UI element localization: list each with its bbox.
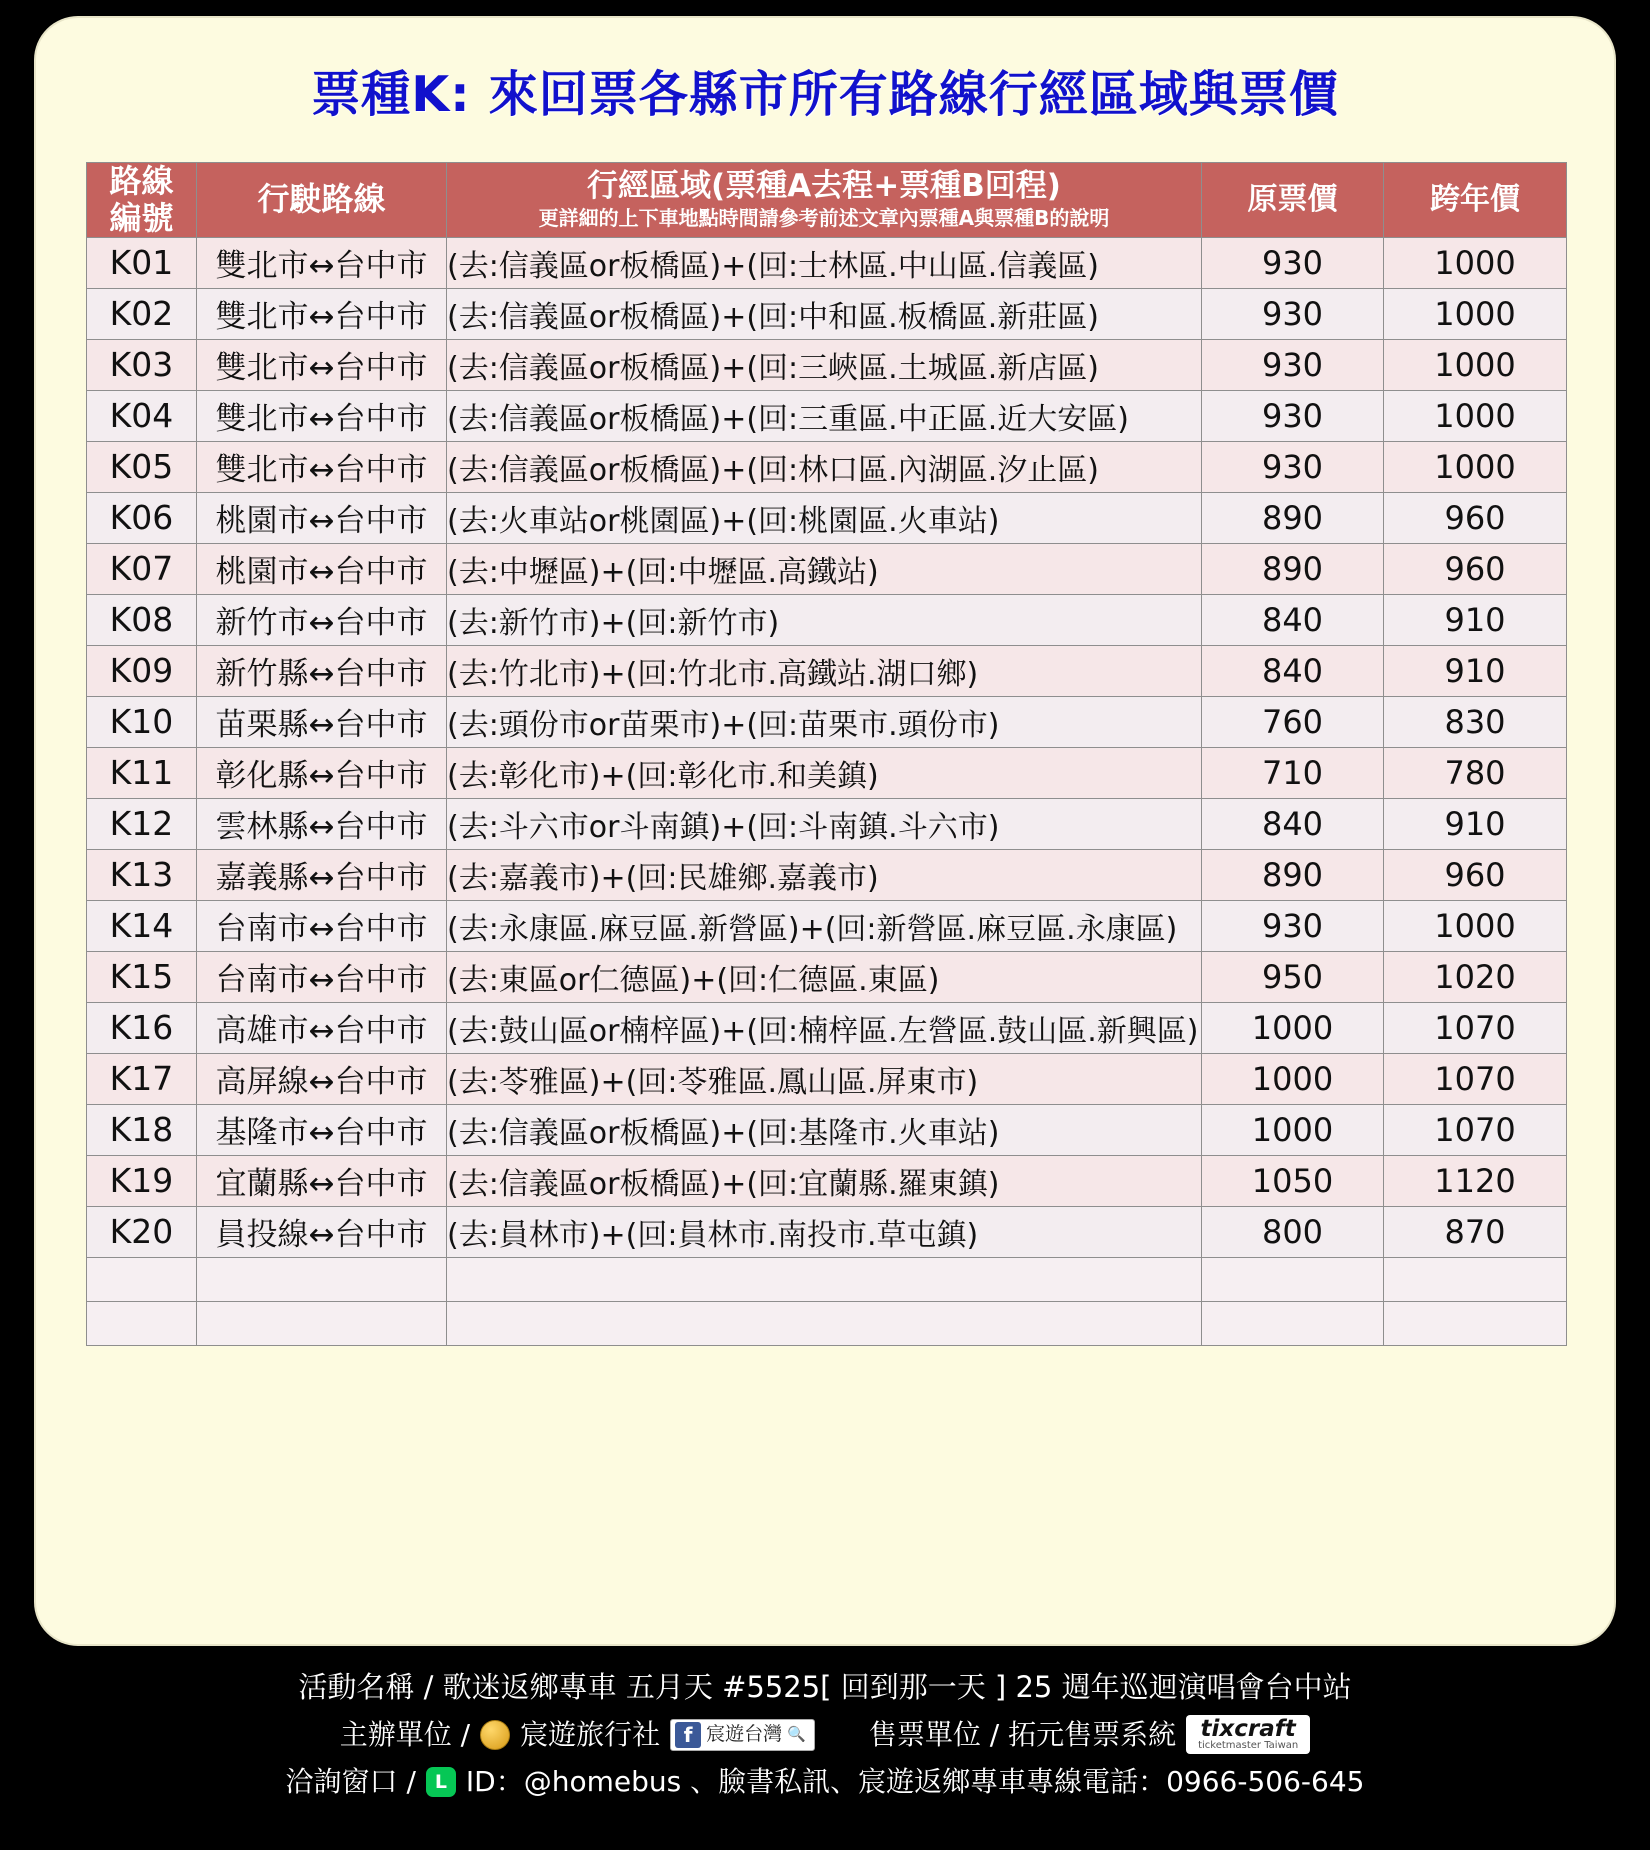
cell-area: (去:中壢區)+(回:中壢區.高鐵站) <box>447 543 1202 594</box>
column-header-area <box>447 163 1202 238</box>
cell-newyear-price: 1070 <box>1384 1104 1567 1155</box>
cell-price: 710 <box>1202 747 1384 798</box>
cell-newyear-price: 910 <box>1384 594 1567 645</box>
cell-route: 桃園市↔台中市 <box>197 492 447 543</box>
cell-price: 840 <box>1202 645 1384 696</box>
cell-route-code: K13 <box>87 849 197 900</box>
footer-contact-value: ID：@homebus 、臉書私訊、宸遊返鄉專車專線電話：0966-506-645 <box>465 1765 1365 1798</box>
cell-area: (去:頭份市or苗栗市)+(回:苗栗市.頭份市) <box>447 696 1202 747</box>
cell-area: (去:火車站or桃園區)+(回:桃園區.火車站) <box>447 492 1202 543</box>
cell-route: 新竹市↔台中市 <box>197 594 447 645</box>
cell-route: 雙北市↔台中市 <box>197 339 447 390</box>
page-title: 票種K: 來回票各縣市所有路線行經區域與票價 <box>311 66 1339 123</box>
cell-empty <box>447 1301 1202 1345</box>
cell-price: 930 <box>1202 339 1384 390</box>
table-row <box>87 1002 1567 1053</box>
cell-route: 彰化縣↔台中市 <box>197 747 447 798</box>
cell-empty <box>1202 1301 1384 1345</box>
cell-route: 雙北市↔台中市 <box>197 441 447 492</box>
tixcraft-brand: tixcraft <box>1200 1716 1296 1742</box>
table-row <box>87 645 1567 696</box>
footer-contact-line <box>0 1767 1650 1797</box>
footer-organizer-line <box>0 1715 1650 1754</box>
cell-area: (去:信義區or板橋區)+(回:宜蘭縣.羅東鎮) <box>447 1155 1202 1206</box>
cell-route-code: K04 <box>87 390 197 441</box>
column-header-route: 行駛路線 <box>197 163 447 238</box>
cell-newyear-price: 1070 <box>1384 1002 1567 1053</box>
cell-newyear-price: 1000 <box>1384 900 1567 951</box>
cell-area: (去:斗六市or斗南鎮)+(回:斗南鎮.斗六市) <box>447 798 1202 849</box>
table-row <box>87 1155 1567 1206</box>
tixcraft-sub: ticketmaster Taiwan <box>1198 1740 1299 1751</box>
cell-price: 1000 <box>1202 1104 1384 1155</box>
column-header-area-sub: 更詳細的上下車地點時間請參考前述文章內票種A與票種B的說明 <box>538 206 1110 231</box>
table-row <box>87 441 1567 492</box>
table-row <box>87 1206 1567 1257</box>
cell-newyear-price: 1000 <box>1384 237 1567 288</box>
cell-newyear-price: 910 <box>1384 798 1567 849</box>
table-row <box>87 747 1567 798</box>
table-row <box>87 288 1567 339</box>
column-header-route-code <box>87 163 197 238</box>
cell-price: 930 <box>1202 288 1384 339</box>
cell-route-code: K16 <box>87 1002 197 1053</box>
cell-route: 嘉義縣↔台中市 <box>197 849 447 900</box>
cell-empty <box>1202 1257 1384 1301</box>
table-header <box>87 163 1567 238</box>
footer-contact-label: 洽詢窗口 / <box>285 1765 416 1798</box>
cell-route-code: K15 <box>87 951 197 1002</box>
cell-price: 760 <box>1202 696 1384 747</box>
cell-newyear-price: 780 <box>1384 747 1567 798</box>
cell-route: 高雄市↔台中市 <box>197 1002 447 1053</box>
cell-price: 950 <box>1202 951 1384 1002</box>
cell-route: 宜蘭縣↔台中市 <box>197 1155 447 1206</box>
fare-card <box>36 18 1614 1644</box>
cell-newyear-price: 960 <box>1384 543 1567 594</box>
cell-area: (去:信義區or板橋區)+(回:三重區.中正區.近大安區) <box>447 390 1202 441</box>
cell-newyear-price: 1020 <box>1384 951 1567 1002</box>
cell-area: (去:新竹市)+(回:新竹市) <box>447 594 1202 645</box>
cell-price: 800 <box>1202 1206 1384 1257</box>
cell-route: 員投線↔台中市 <box>197 1206 447 1257</box>
cell-route-code: K06 <box>87 492 197 543</box>
cell-price: 890 <box>1202 543 1384 594</box>
cell-newyear-price: 870 <box>1384 1206 1567 1257</box>
cell-area: (去:信義區or板橋區)+(回:三峽區.土城區.新店區) <box>447 339 1202 390</box>
cell-area: (去:信義區or板橋區)+(回:士林區.中山區.信義區) <box>447 237 1202 288</box>
footer <box>0 1660 1650 1810</box>
cell-route: 台南市↔台中市 <box>197 900 447 951</box>
cell-route: 台南市↔台中市 <box>197 951 447 1002</box>
cell-newyear-price: 1000 <box>1384 390 1567 441</box>
footer-event-text: 活動名稱 / 歌迷返鄉專車 五月天 #5525[ 回到那一天 ] 25 週年巡迴演唱會台中站 <box>298 1670 1352 1704</box>
cell-area: (去:信義區or板橋區)+(回:中和區.板橋區.新莊區) <box>447 288 1202 339</box>
cell-area: (去:信義區or板橋區)+(回:基隆市.火車站) <box>447 1104 1202 1155</box>
cell-newyear-price: 1120 <box>1384 1155 1567 1206</box>
column-header-price: 原票價 <box>1202 163 1384 238</box>
cell-route: 新竹縣↔台中市 <box>197 645 447 696</box>
footer-organizer-label: 主辦單位 / <box>339 1717 471 1751</box>
cell-empty <box>197 1301 447 1345</box>
cell-price: 930 <box>1202 441 1384 492</box>
cell-route-code: K05 <box>87 441 197 492</box>
cell-price: 840 <box>1202 594 1384 645</box>
footer-event-line <box>0 1670 1650 1704</box>
cell-area: (去:竹北市)+(回:竹北市.高鐵站.湖口鄉) <box>447 645 1202 696</box>
table-row <box>87 900 1567 951</box>
footer-organizer-name: 宸遊旅行社 <box>520 1717 661 1751</box>
cell-route: 雙北市↔台中市 <box>197 390 447 441</box>
cell-area: (去:東區or仁德區)+(回:仁德區.東區) <box>447 951 1202 1002</box>
cell-route-code: K03 <box>87 339 197 390</box>
table-row <box>87 696 1567 747</box>
cell-empty <box>1384 1301 1567 1345</box>
cell-price: 930 <box>1202 390 1384 441</box>
cell-route: 高屏線↔台中市 <box>197 1053 447 1104</box>
table-row <box>87 849 1567 900</box>
table-row <box>87 339 1567 390</box>
cell-area: (去:員林市)+(回:員林市.南投市.草屯鎮) <box>447 1206 1202 1257</box>
cell-route-code: K07 <box>87 543 197 594</box>
coin-icon <box>480 1720 510 1750</box>
cell-route: 雙北市↔台中市 <box>197 237 447 288</box>
cell-newyear-price: 1000 <box>1384 339 1567 390</box>
cell-area: (去:永康區.麻豆區.新營區)+(回:新營區.麻豆區.永康區) <box>447 900 1202 951</box>
column-header-area-main: 行經區域(票種A去程+票種B回程) <box>587 168 1061 205</box>
cell-price: 890 <box>1202 492 1384 543</box>
cell-newyear-price: 830 <box>1384 696 1567 747</box>
cell-route: 雲林縣↔台中市 <box>197 798 447 849</box>
table-row <box>87 951 1567 1002</box>
table-body <box>87 237 1567 1345</box>
table-row <box>87 390 1567 441</box>
cell-route-code: K17 <box>87 1053 197 1104</box>
line-app-icon: L <box>426 1767 456 1797</box>
cell-newyear-price: 960 <box>1384 492 1567 543</box>
cell-route-code: K12 <box>87 798 197 849</box>
table-row <box>87 543 1567 594</box>
cell-price: 840 <box>1202 798 1384 849</box>
column-header-route-code-line1: 路線 <box>109 162 174 200</box>
facebook-page-name: 宸遊台灣 <box>706 1723 783 1745</box>
cell-area: (去:苓雅區)+(回:苓雅區.鳳山區.屏東市) <box>447 1053 1202 1104</box>
cell-newyear-price: 910 <box>1384 645 1567 696</box>
cell-route-code: K19 <box>87 1155 197 1206</box>
cell-route-code: K11 <box>87 747 197 798</box>
cell-area: (去:彰化市)+(回:彰化市.和美鎮) <box>447 747 1202 798</box>
table-row-empty <box>87 1257 1567 1301</box>
column-header-route-code-line2: 編號 <box>109 198 174 237</box>
cell-route-code: K20 <box>87 1206 197 1257</box>
cell-price: 930 <box>1202 900 1384 951</box>
cell-area: (去:信義區or板橋區)+(回:林口區.內湖區.汐止區) <box>447 441 1202 492</box>
cell-route-code: K09 <box>87 645 197 696</box>
cell-empty <box>87 1301 197 1345</box>
cell-route-code: K08 <box>87 594 197 645</box>
search-icon: 🔍 <box>787 1725 806 1743</box>
table-row <box>87 1104 1567 1155</box>
cell-price: 1050 <box>1202 1155 1384 1206</box>
cell-route-code: K02 <box>87 288 197 339</box>
fare-table <box>86 162 1567 1346</box>
cell-price: 930 <box>1202 237 1384 288</box>
cell-route-code: K10 <box>87 696 197 747</box>
cell-newyear-price: 1070 <box>1384 1053 1567 1104</box>
cell-route-code: K01 <box>87 237 197 288</box>
cell-newyear-price: 1000 <box>1384 441 1567 492</box>
cell-route-code: K18 <box>87 1104 197 1155</box>
facebook-icon: f <box>675 1722 701 1748</box>
tixcraft-logo <box>1186 1715 1310 1754</box>
cell-area: (去:嘉義市)+(回:民雄鄉.嘉義市) <box>447 849 1202 900</box>
cell-price: 1000 <box>1202 1053 1384 1104</box>
column-header-newyear-price: 跨年價 <box>1384 163 1567 238</box>
facebook-badge[interactable] <box>670 1719 815 1751</box>
table-row <box>87 798 1567 849</box>
cell-area: (去:鼓山區or楠梓區)+(回:楠梓區.左營區.鼓山區.新興區) <box>447 1002 1202 1053</box>
cell-route: 雙北市↔台中市 <box>197 288 447 339</box>
cell-route-code: K14 <box>87 900 197 951</box>
footer-ticket-label: 售票單位 / 拓元售票系統 <box>868 1717 1177 1751</box>
cell-empty <box>87 1257 197 1301</box>
cell-empty <box>447 1257 1202 1301</box>
table-header-row <box>87 163 1567 238</box>
cell-empty <box>197 1257 447 1301</box>
table-row <box>87 594 1567 645</box>
table-row-empty <box>87 1301 1567 1345</box>
table-row <box>87 492 1567 543</box>
cell-route: 基隆市↔台中市 <box>197 1104 447 1155</box>
table-row <box>87 1053 1567 1104</box>
cell-newyear-price: 1000 <box>1384 288 1567 339</box>
cell-route: 桃園市↔台中市 <box>197 543 447 594</box>
cell-price: 890 <box>1202 849 1384 900</box>
cell-route: 苗栗縣↔台中市 <box>197 696 447 747</box>
cell-price: 1000 <box>1202 1002 1384 1053</box>
cell-empty <box>1384 1257 1567 1301</box>
table-row <box>87 237 1567 288</box>
cell-newyear-price: 960 <box>1384 849 1567 900</box>
